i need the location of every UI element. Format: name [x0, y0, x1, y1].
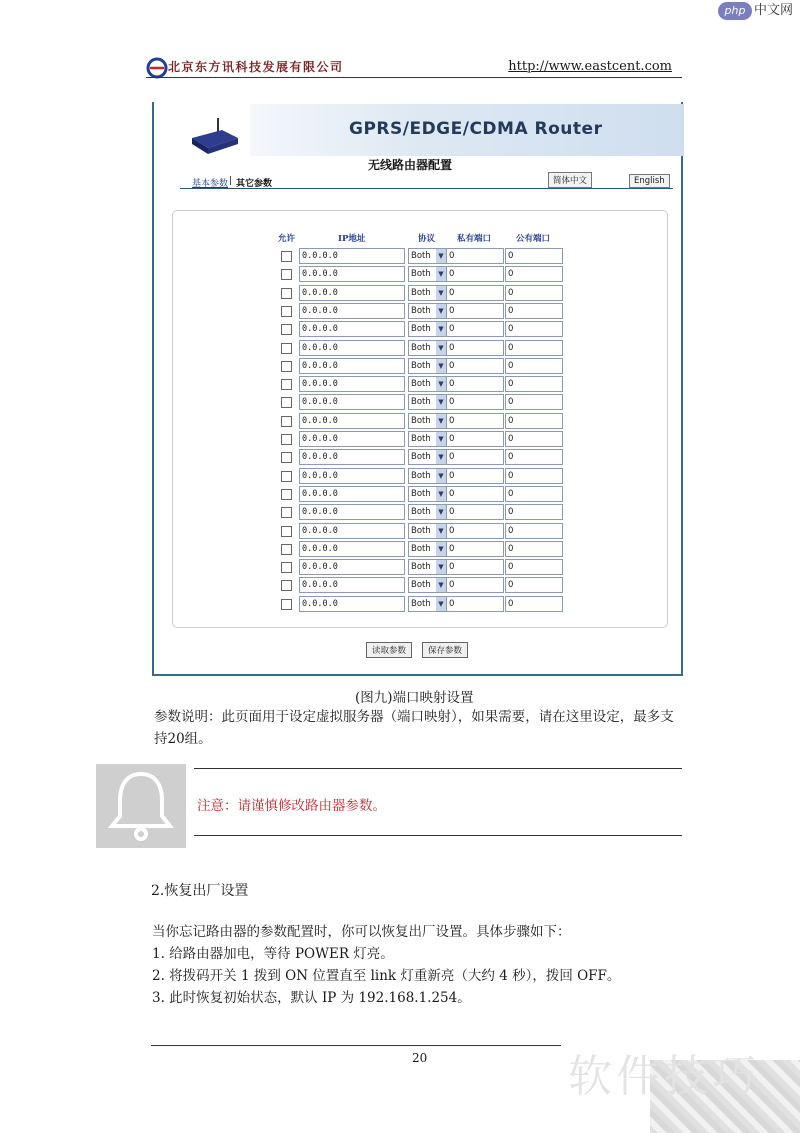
table-row — [154, 266, 685, 284]
table-row — [154, 394, 685, 412]
private-port-input[interactable]: 0 — [446, 321, 504, 337]
allow-checkbox[interactable] — [281, 471, 292, 482]
protocol-select[interactable] — [408, 468, 447, 484]
protocol-select[interactable] — [408, 285, 447, 301]
private-port-input[interactable]: 0 — [446, 596, 504, 612]
footer-rule — [151, 1045, 561, 1046]
chevron-down-icon[interactable]: ▼ — [436, 286, 446, 300]
chevron-down-icon[interactable]: ▼ — [436, 450, 446, 464]
protocol-select[interactable] — [408, 413, 447, 429]
table-row — [154, 303, 685, 321]
protocol-select[interactable] — [408, 321, 447, 337]
public-port-input[interactable]: 0 — [505, 321, 563, 337]
protocol-select[interactable] — [408, 523, 447, 539]
step-2: 2. 将拨码开关 1 拨到 ON 位置直至 link 灯重新亮（大约 4 秒），拨回 OFF。 — [152, 968, 621, 984]
private-port-input[interactable]: 0 — [446, 449, 504, 465]
protocol-select[interactable] — [408, 596, 447, 612]
nav-separator: | — [229, 176, 233, 186]
protocol-select[interactable] — [408, 394, 447, 410]
public-port-input[interactable]: 0 — [505, 486, 563, 502]
protocol-value: Both — [411, 342, 431, 353]
protocol-value: Both — [411, 251, 431, 261]
ip-address-input[interactable]: 0.0.0.0 — [299, 486, 405, 502]
page-number: 20 — [412, 1051, 428, 1065]
table-row — [154, 431, 685, 449]
protocol-select[interactable] — [408, 340, 447, 356]
chevron-down-icon[interactable]: ▼ — [436, 395, 446, 409]
ip-address-input[interactable]: 0.0.0.0 — [299, 248, 405, 264]
protocol-value: Both — [411, 598, 431, 609]
allow-checkbox[interactable] — [281, 324, 292, 335]
table-row — [154, 248, 685, 266]
public-port-input[interactable]: 0 — [505, 358, 563, 374]
public-port-input[interactable]: 0 — [505, 303, 563, 319]
parameter-description: 参数说明：此页面用于设定虚拟服务器（端口映射），如果需要，请在这里设定，最多支持20组。 — [154, 709, 674, 747]
public-port-input[interactable]: 0 — [505, 559, 563, 575]
table-row — [154, 321, 685, 339]
private-port-input[interactable]: 0 — [446, 559, 504, 575]
allow-checkbox[interactable] — [281, 434, 292, 445]
col-protocol: 协议 — [418, 234, 436, 244]
allow-checkbox[interactable] — [281, 452, 292, 463]
private-port-input[interactable]: 0 — [446, 376, 504, 392]
table-row — [154, 577, 685, 595]
table-row — [154, 486, 685, 504]
public-port-input[interactable]: 0 — [505, 596, 563, 612]
allow-checkbox[interactable] — [281, 379, 292, 390]
protocol-select[interactable] — [408, 248, 447, 264]
chevron-down-icon[interactable]: ▼ — [436, 597, 446, 611]
chevron-down-icon[interactable]: ▼ — [436, 414, 446, 428]
router-device-icon — [188, 116, 240, 156]
table-row — [154, 559, 685, 577]
private-port-input[interactable]: 0 — [446, 266, 504, 282]
protocol-value: Both — [411, 525, 431, 536]
ip-address-input[interactable]: 0.0.0.0 — [299, 394, 405, 410]
col-private-port: 私有端口 — [457, 234, 492, 244]
step-1: 1. 给路由器加电，等待 POWER 灯亮。 — [152, 946, 394, 962]
allow-checkbox[interactable] — [281, 397, 292, 408]
ip-address-input[interactable]: 0.0.0.0 — [299, 340, 405, 356]
ip-address-input[interactable]: 0.0.0.0 — [299, 413, 405, 429]
allow-checkbox[interactable] — [281, 507, 292, 518]
php-badge: php — [718, 2, 752, 20]
public-port-input[interactable]: 0 — [505, 340, 563, 356]
ip-address-input[interactable]: 0.0.0.0 — [299, 431, 405, 447]
col-ip: IP地址 — [338, 234, 366, 244]
protocol-select[interactable] — [408, 541, 447, 557]
header-divider — [146, 77, 682, 78]
chevron-down-icon[interactable]: ▼ — [436, 322, 446, 336]
table-row — [154, 449, 685, 467]
private-port-input[interactable]: 0 — [446, 340, 504, 356]
protocol-value: Both — [411, 488, 431, 499]
allow-checkbox[interactable] — [281, 416, 292, 427]
allow-checkbox[interactable] — [281, 544, 292, 555]
private-port-input[interactable]: 0 — [446, 468, 504, 484]
allow-checkbox[interactable] — [281, 580, 292, 591]
read-params-button[interactable]: 读取参数 — [366, 642, 412, 658]
nav-other-params[interactable]: 其它参数 — [236, 179, 273, 189]
private-port-input[interactable]: 0 — [446, 523, 504, 539]
protocol-value: Both — [411, 397, 431, 408]
table-row — [154, 541, 685, 559]
ip-address-input[interactable]: 0.0.0.0 — [299, 285, 405, 301]
private-port-input[interactable]: 0 — [446, 431, 504, 447]
ip-address-input[interactable]: 0.0.0.0 — [299, 559, 405, 575]
table-row — [154, 413, 685, 431]
allow-checkbox[interactable] — [281, 562, 292, 573]
table-row — [154, 596, 685, 614]
chevron-down-icon[interactable]: ▼ — [436, 487, 446, 501]
private-port-input[interactable]: 0 — [446, 541, 504, 557]
chevron-down-icon[interactable]: ▼ — [436, 469, 446, 483]
protocol-value: Both — [411, 470, 431, 481]
chevron-down-icon[interactable]: ▼ — [436, 249, 446, 263]
private-port-input[interactable]: 0 — [446, 248, 504, 264]
bell-icon — [96, 764, 186, 848]
protocol-value: Both — [411, 452, 431, 463]
chevron-down-icon[interactable]: ▼ — [436, 304, 446, 318]
protocol-value: Both — [411, 324, 431, 335]
private-port-input[interactable]: 0 — [446, 504, 504, 520]
ip-address-input[interactable]: 0.0.0.0 — [299, 577, 405, 593]
allow-checkbox[interactable] — [281, 489, 292, 500]
note-bottom-rule — [194, 835, 682, 836]
private-port-input[interactable]: 0 — [446, 394, 504, 410]
lang-chinese-button[interactable]: 简体中文 — [548, 172, 592, 188]
protocol-value: Both — [411, 287, 431, 298]
public-port-input[interactable]: 0 — [505, 541, 563, 557]
private-port-input[interactable]: 0 — [446, 413, 504, 429]
ip-address-input[interactable]: 0.0.0.0 — [299, 303, 405, 319]
warning-note: 注意：请谨慎修改路由器参数。 — [197, 798, 386, 814]
protocol-value: Both — [411, 507, 431, 518]
allow-checkbox[interactable] — [281, 288, 292, 299]
public-port-input[interactable]: 0 — [505, 266, 563, 282]
protocol-value: Both — [411, 580, 431, 591]
public-port-input[interactable]: 0 — [505, 248, 563, 264]
public-port-input[interactable]: 0 — [505, 285, 563, 301]
config-title: 无线路由器配置 — [368, 158, 453, 172]
protocol-select[interactable] — [408, 431, 447, 447]
allow-checkbox[interactable] — [281, 306, 292, 317]
protocol-select[interactable] — [408, 449, 447, 465]
table-row — [154, 340, 685, 358]
allow-checkbox[interactable] — [281, 526, 292, 537]
company-logo-icon — [146, 57, 168, 79]
ip-address-input[interactable]: 0.0.0.0 — [299, 523, 405, 539]
public-port-input[interactable]: 0 — [505, 394, 563, 410]
nav-divider — [180, 188, 673, 189]
allow-checkbox[interactable] — [281, 599, 292, 610]
section-intro: 当你忘记路由器的参数配置时，你可以恢复出厂设置。具体步骤如下： — [152, 924, 571, 940]
ip-address-input[interactable]: 0.0.0.0 — [299, 376, 405, 392]
chevron-down-icon[interactable]: ▼ — [436, 578, 446, 592]
step-3: 3. 此时恢复初始状态，默认 IP 为 192.168.1.254。 — [152, 990, 471, 1006]
chevron-down-icon[interactable]: ▼ — [436, 377, 446, 391]
allow-checkbox[interactable] — [281, 361, 292, 372]
chevron-down-icon[interactable]: ▼ — [436, 359, 446, 373]
table-row — [154, 285, 685, 303]
note-top-rule — [194, 768, 682, 769]
chevron-down-icon[interactable]: ▼ — [436, 505, 446, 519]
public-port-input[interactable]: 0 — [505, 577, 563, 593]
protocol-select[interactable] — [408, 559, 447, 575]
chevron-down-icon[interactable]: ▼ — [436, 432, 446, 446]
protocol-select[interactable] — [408, 504, 447, 520]
lang-english-button[interactable]: English — [629, 174, 670, 188]
protocol-value: Both — [411, 269, 431, 280]
ip-address-input[interactable]: 0.0.0.0 — [299, 596, 405, 612]
protocol-value: Both — [411, 543, 431, 554]
private-port-input[interactable]: 0 — [446, 577, 504, 593]
protocol-value: Both — [411, 305, 431, 316]
private-port-input[interactable]: 0 — [446, 303, 504, 319]
protocol-select[interactable] — [408, 358, 447, 374]
table-row — [154, 468, 685, 486]
chevron-down-icon[interactable]: ▼ — [436, 560, 446, 574]
protocol-value: Both — [411, 379, 431, 390]
protocol-value: Both — [411, 434, 431, 444]
ip-address-input[interactable]: 0.0.0.0 — [299, 468, 405, 484]
public-port-input[interactable]: 0 — [505, 431, 563, 447]
ip-address-input[interactable]: 0.0.0.0 — [299, 321, 405, 337]
col-allow: 允许 — [278, 234, 296, 244]
table-row — [154, 523, 685, 541]
protocol-value: Both — [411, 415, 431, 426]
private-port-input[interactable]: 0 — [446, 358, 504, 374]
protocol-value: Both — [411, 360, 431, 371]
public-port-input[interactable]: 0 — [505, 376, 563, 392]
public-port-input[interactable]: 0 — [505, 504, 563, 520]
table-row — [154, 358, 685, 376]
protocol-select[interactable] — [408, 577, 447, 593]
ip-address-input[interactable]: 0.0.0.0 — [299, 358, 405, 374]
watermark-text: 软件技巧 — [568, 1051, 760, 1102]
chevron-down-icon[interactable]: ▼ — [436, 267, 446, 281]
save-params-button[interactable]: 保存参数 — [422, 642, 468, 658]
col-public-port: 公有端口 — [516, 234, 551, 244]
chevron-down-icon[interactable]: ▼ — [436, 524, 446, 538]
public-port-input[interactable]: 0 — [505, 468, 563, 484]
private-port-input[interactable]: 0 — [446, 486, 504, 502]
protocol-select[interactable] — [408, 266, 447, 282]
protocol-select[interactable] — [408, 303, 447, 319]
ip-address-input[interactable]: 0.0.0.0 — [299, 541, 405, 557]
protocol-select[interactable] — [408, 376, 447, 392]
allow-checkbox[interactable] — [281, 343, 292, 354]
chevron-down-icon[interactable]: ▼ — [436, 542, 446, 556]
figure-caption: (图九)端口映射设置 — [355, 690, 474, 706]
private-port-input[interactable]: 0 — [446, 285, 504, 301]
public-port-input[interactable]: 0 — [505, 523, 563, 539]
ip-address-input[interactable]: 0.0.0.0 — [299, 504, 405, 520]
table-row — [154, 504, 685, 522]
table-row — [154, 376, 685, 394]
router-banner-title: GPRS/EDGE/CDMA Router — [349, 119, 603, 139]
site-badge-label: 中文网 — [754, 3, 794, 18]
public-port-input[interactable]: 0 — [505, 449, 563, 465]
allow-checkbox[interactable] — [281, 251, 292, 262]
ip-address-input[interactable]: 0.0.0.0 — [299, 449, 405, 465]
public-port-input[interactable]: 0 — [505, 413, 563, 429]
ip-address-input[interactable]: 0.0.0.0 — [299, 266, 405, 282]
protocol-select[interactable] — [408, 486, 447, 502]
company-url[interactable]: http://www.eastcent.com — [508, 59, 672, 74]
nav-basic-params[interactable]: 基本参数 — [192, 179, 229, 189]
chevron-down-icon[interactable]: ▼ — [436, 341, 446, 355]
protocol-value: Both — [411, 562, 431, 573]
router-config-screenshot — [152, 102, 683, 676]
section-title: 2.恢复出厂设置 — [151, 883, 249, 899]
company-name: 北京东方讯科技发展有限公司 — [168, 60, 344, 74]
allow-checkbox[interactable] — [281, 269, 292, 280]
